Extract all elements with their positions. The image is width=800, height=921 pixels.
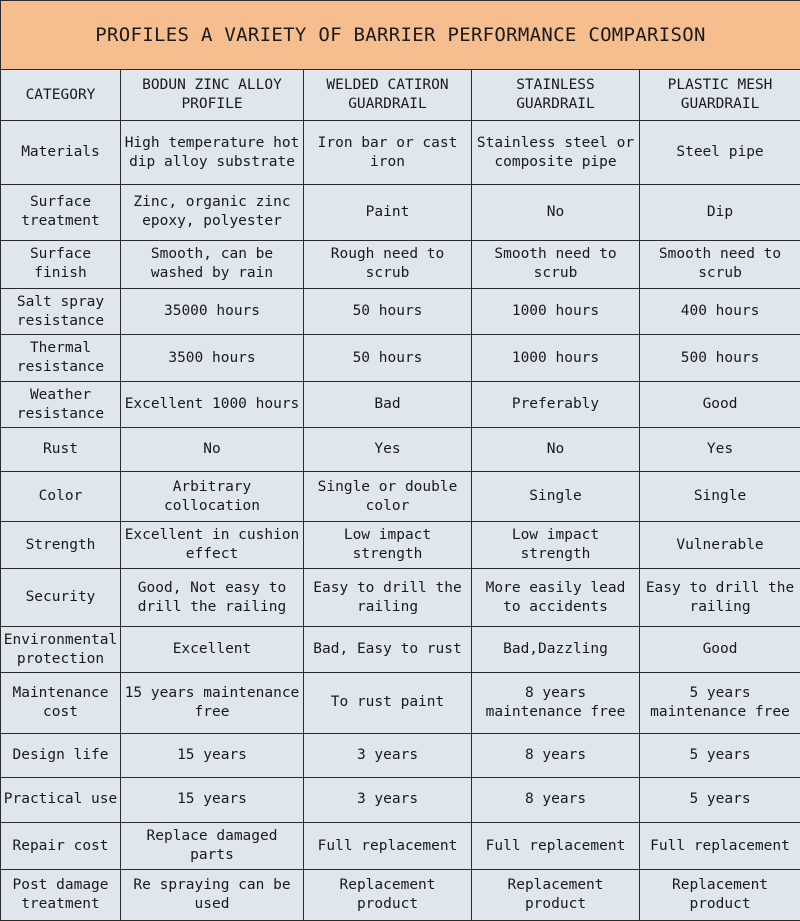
cell-stainless: Replacement product (472, 870, 640, 921)
column-header-category: CATEGORY (1, 70, 121, 121)
cell-welded-catiron: Bad, Easy to rust (304, 627, 472, 673)
table-row (1, 427, 800, 471)
table-title: PROFILES A VARIETY OF BARRIER PERFORMANCE COMPARISON (1, 1, 800, 70)
cell-welded-catiron: 3 years (304, 733, 472, 777)
cell-category: Materials (1, 121, 121, 185)
column-header-bodun-zinc: BODUN ZINC ALLOY PROFILE (121, 70, 304, 121)
table-body (1, 121, 800, 921)
cell-bodun-zinc: Excellent (121, 627, 304, 673)
cell-bodun-zinc: Smooth, can be washed by rain (121, 240, 304, 288)
table-row (1, 382, 800, 428)
table-row (1, 522, 800, 569)
cell-welded-catiron: Single or double color (304, 471, 472, 522)
cell-category: Thermal resistance (1, 335, 121, 382)
cell-stainless: 1000 hours (472, 288, 640, 335)
cell-welded-catiron: 50 hours (304, 288, 472, 335)
table-row (1, 672, 800, 733)
cell-stainless: 8 years (472, 733, 640, 777)
cell-category: Color (1, 471, 121, 522)
table-row (1, 569, 800, 627)
cell-plastic-mesh: 500 hours (640, 335, 800, 382)
table-row (1, 288, 800, 335)
cell-welded-catiron: Rough need to scrub (304, 240, 472, 288)
cell-category: Post damage treatment (1, 870, 121, 921)
cell-welded-catiron: Iron bar or cast iron (304, 121, 472, 185)
cell-welded-catiron: Easy to drill the railing (304, 569, 472, 627)
cell-bodun-zinc: 15 years (121, 777, 304, 823)
table-row (1, 121, 800, 185)
cell-bodun-zinc: Excellent in cushion effect (121, 522, 304, 569)
table-row (1, 733, 800, 777)
cell-plastic-mesh: Full replacement (640, 823, 800, 870)
cell-stainless: Low impact strength (472, 522, 640, 569)
cell-category: Security (1, 569, 121, 627)
cell-welded-catiron: Low impact strength (304, 522, 472, 569)
cell-stainless: 8 years maintenance free (472, 672, 640, 733)
cell-stainless: No (472, 185, 640, 241)
cell-plastic-mesh: Easy to drill the railing (640, 569, 800, 627)
cell-category: Rust (1, 427, 121, 471)
cell-category: Environmental protection (1, 627, 121, 673)
cell-welded-catiron: Bad (304, 382, 472, 428)
cell-plastic-mesh: 5 years (640, 733, 800, 777)
cell-welded-catiron: To rust paint (304, 672, 472, 733)
header-row (1, 70, 800, 121)
cell-stainless: 8 years (472, 777, 640, 823)
cell-stainless: Preferably (472, 382, 640, 428)
table-row (1, 185, 800, 241)
cell-category: Surface finish (1, 240, 121, 288)
table-row (1, 240, 800, 288)
cell-welded-catiron: 50 hours (304, 335, 472, 382)
cell-plastic-mesh: Smooth need to scrub (640, 240, 800, 288)
column-header-plastic-mesh: PLASTIC MESH GUARDRAIL (640, 70, 800, 121)
table-row (1, 335, 800, 382)
cell-plastic-mesh: Replacement product (640, 870, 800, 921)
cell-plastic-mesh: Yes (640, 427, 800, 471)
cell-category: Design life (1, 733, 121, 777)
cell-category: Practical use (1, 777, 121, 823)
cell-plastic-mesh: Good (640, 627, 800, 673)
cell-welded-catiron: Full replacement (304, 823, 472, 870)
cell-plastic-mesh: 5 years maintenance free (640, 672, 800, 733)
cell-bodun-zinc: Excellent 1000 hours (121, 382, 304, 428)
cell-stainless: Full replacement (472, 823, 640, 870)
cell-welded-catiron: 3 years (304, 777, 472, 823)
cell-stainless: Smooth need to scrub (472, 240, 640, 288)
cell-plastic-mesh: 400 hours (640, 288, 800, 335)
cell-bodun-zinc: Replace damaged parts (121, 823, 304, 870)
title-row (1, 1, 800, 70)
cell-welded-catiron: Replacement product (304, 870, 472, 921)
cell-category: Repair cost (1, 823, 121, 870)
cell-bodun-zinc: No (121, 427, 304, 471)
table-row (1, 823, 800, 870)
column-header-welded-catiron: WELDED CATIRON GUARDRAIL (304, 70, 472, 121)
cell-welded-catiron: Paint (304, 185, 472, 241)
cell-bodun-zinc: 15 years maintenance free (121, 672, 304, 733)
cell-plastic-mesh: Good (640, 382, 800, 428)
cell-stainless: Single (472, 471, 640, 522)
table-row (1, 870, 800, 921)
cell-stainless: More easily lead to accidents (472, 569, 640, 627)
cell-category: Maintenance cost (1, 672, 121, 733)
cell-bodun-zinc: Re spraying can be used (121, 870, 304, 921)
cell-stainless: 1000 hours (472, 335, 640, 382)
cell-bodun-zinc: 15 years (121, 733, 304, 777)
cell-category: Salt spray resistance (1, 288, 121, 335)
cell-plastic-mesh: Single (640, 471, 800, 522)
cell-bodun-zinc: Arbitrary collocation (121, 471, 304, 522)
cell-category: Weather resistance (1, 382, 121, 428)
cell-category: Strength (1, 522, 121, 569)
cell-bodun-zinc: 35000 hours (121, 288, 304, 335)
cell-stainless: No (472, 427, 640, 471)
cell-bodun-zinc: Zinc, organic zinc epoxy, polyester (121, 185, 304, 241)
cell-stainless: Stainless steel or composite pipe (472, 121, 640, 185)
cell-welded-catiron: Yes (304, 427, 472, 471)
cell-plastic-mesh: Dip (640, 185, 800, 241)
table-row (1, 627, 800, 673)
table-row (1, 471, 800, 522)
table-row (1, 777, 800, 823)
cell-plastic-mesh: 5 years (640, 777, 800, 823)
cell-plastic-mesh: Vulnerable (640, 522, 800, 569)
cell-bodun-zinc: 3500 hours (121, 335, 304, 382)
cell-bodun-zinc: Good, Not easy to drill the railing (121, 569, 304, 627)
cell-stainless: Bad,Dazzling (472, 627, 640, 673)
column-header-stainless: STAINLESS GUARDRAIL (472, 70, 640, 121)
cell-bodun-zinc: High temperature hot dip alloy substrate (121, 121, 304, 185)
cell-plastic-mesh: Steel pipe (640, 121, 800, 185)
cell-category: Surface treatment (1, 185, 121, 241)
